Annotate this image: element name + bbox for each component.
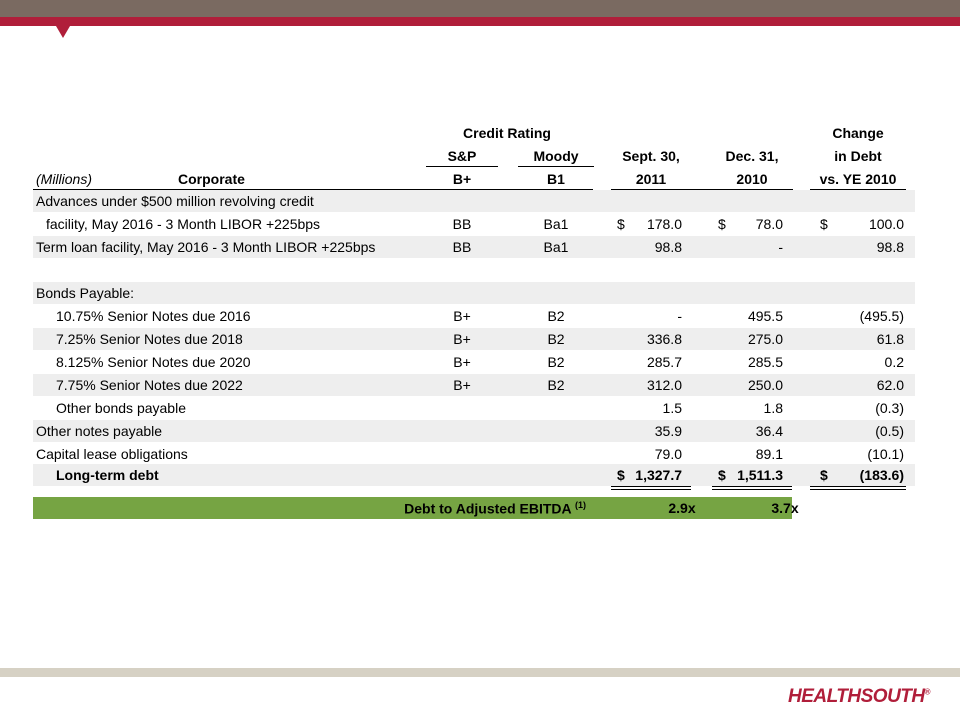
row-dec-value: 36.4 (755, 423, 783, 439)
corporate-label: Corporate (178, 171, 245, 187)
row-shade (33, 282, 915, 304)
total-dec: 1,511.3 (737, 467, 783, 483)
row-sp-rating: BB (452, 239, 472, 255)
row-sept-value: 178.0 (646, 216, 682, 232)
row-change-value: 62.0 (876, 377, 904, 393)
row-sp-rating: B+ (453, 308, 471, 324)
row-dec-value: - (778, 239, 783, 255)
row-dec-value: 495.5 (747, 308, 783, 324)
row-currency: $ (718, 216, 726, 232)
row-change-value: 0.2 (884, 354, 904, 370)
sp-underline (426, 166, 498, 167)
total-currency-2: $ (718, 467, 726, 483)
row-currency: $ (617, 216, 625, 232)
row-dec-value: 285.5 (747, 354, 783, 370)
row-dec-value: 275.0 (747, 331, 783, 347)
credit-rating-header: Credit Rating (463, 125, 551, 141)
total-double-rule-2 (712, 486, 792, 490)
change-header: Change (832, 125, 884, 141)
footer-bar (0, 668, 960, 677)
row-dec-value: 250.0 (747, 377, 783, 393)
corporate-sp: B+ (452, 171, 472, 187)
row-sept-value: 336.8 (646, 331, 682, 347)
total-double-rule-3 (810, 486, 906, 490)
row-change-value: 100.0 (868, 216, 904, 232)
corporate-moody: B1 (547, 171, 565, 187)
row-sp-rating: B+ (453, 331, 471, 347)
total-currency-1: $ (617, 467, 625, 483)
vs-ye-2010: vs. YE 2010 (819, 171, 897, 187)
row-change-value: (0.3) (875, 400, 904, 416)
row-label: 7.75% Senior Notes due 2022 (56, 377, 243, 393)
row-sept-value: - (677, 308, 682, 324)
row-dec-value: 78.0 (755, 216, 783, 232)
row-label: Other notes payable (36, 423, 163, 439)
row-dec-value: 89.1 (755, 446, 783, 462)
row-change-value: 98.8 (876, 239, 904, 255)
row-change-value: (495.5) (859, 308, 904, 324)
sept-header: Sept. 30, (622, 148, 680, 164)
ebitda-bar (33, 497, 799, 519)
row-sp-rating: BB (452, 216, 472, 232)
row-moody-rating: Ba1 (543, 216, 569, 232)
moody-header: Moody (533, 148, 579, 164)
row-sept-value: 285.7 (646, 354, 682, 370)
ebitda-label: Debt to Adjusted EBITDA $^{(1)}$ (404, 500, 586, 517)
row-sept-value: 312.0 (646, 377, 682, 393)
row-change-value: (0.5) (875, 423, 904, 439)
row-label: 8.125% Senior Notes due 2020 (56, 354, 251, 370)
row-label: facility, May 2016 - 3 Month LIBOR +225bps (46, 216, 321, 232)
ebitda-dec: 3.7x (771, 500, 799, 516)
dec-header: Dec. 31, (725, 148, 779, 164)
row-label: Capital lease obligations (36, 446, 188, 462)
row-sp-rating: B+ (453, 354, 471, 370)
row-label: Other bonds payable (56, 400, 186, 416)
row-moody-rating: B2 (547, 377, 565, 393)
healthsouth-logo: HEALTHSOUTH® (788, 686, 931, 707)
ebitda-sept: 2.9x (668, 500, 696, 516)
row-sept-value: 79.0 (654, 446, 682, 462)
sp-header: S&P (447, 148, 477, 164)
row-sp-rating: B+ (453, 377, 471, 393)
row-sept-value: 35.9 (654, 423, 682, 439)
millions-label: (Millions) (36, 171, 92, 187)
row-change-value: (10.1) (867, 446, 904, 462)
row-sept-value: 98.8 (654, 239, 682, 255)
row-moody-rating: B2 (547, 331, 565, 347)
row-sept-value: 1.5 (662, 400, 682, 416)
ebitda-footnote: (1) (575, 500, 586, 510)
total-currency-3: $ (820, 467, 828, 483)
change-header-2: in Debt (834, 148, 882, 164)
row-label: 10.75% Senior Notes due 2016 (56, 308, 251, 324)
moody-underline (518, 166, 594, 167)
total-sept: 1,327.7 (635, 467, 682, 483)
year-2011: 2011 (635, 171, 667, 187)
accent-triangle (56, 26, 70, 38)
top-bar (0, 0, 960, 17)
row-dec-value: 1.8 (763, 400, 783, 416)
row-label: Bonds Payable: (36, 285, 135, 301)
row-moody-rating: B2 (547, 354, 565, 370)
accent-bar (0, 17, 960, 26)
row-label: Advances under $500 million revolving credit (36, 193, 314, 209)
row-moody-rating: B2 (547, 308, 565, 324)
year-2010: 2010 (736, 171, 768, 187)
row-label: Term loan facility, May 2016 - 3 Month LIBOR +225bps (36, 239, 376, 255)
row-label: 7.25% Senior Notes due 2018 (56, 331, 243, 347)
row-change-value: 61.8 (876, 331, 904, 347)
total-label: Long-term debt (56, 467, 159, 483)
row-currency: $ (820, 216, 828, 232)
total-double-rule-1 (611, 486, 691, 490)
total-change: (183.6) (859, 467, 904, 483)
row-moody-rating: Ba1 (543, 239, 569, 255)
